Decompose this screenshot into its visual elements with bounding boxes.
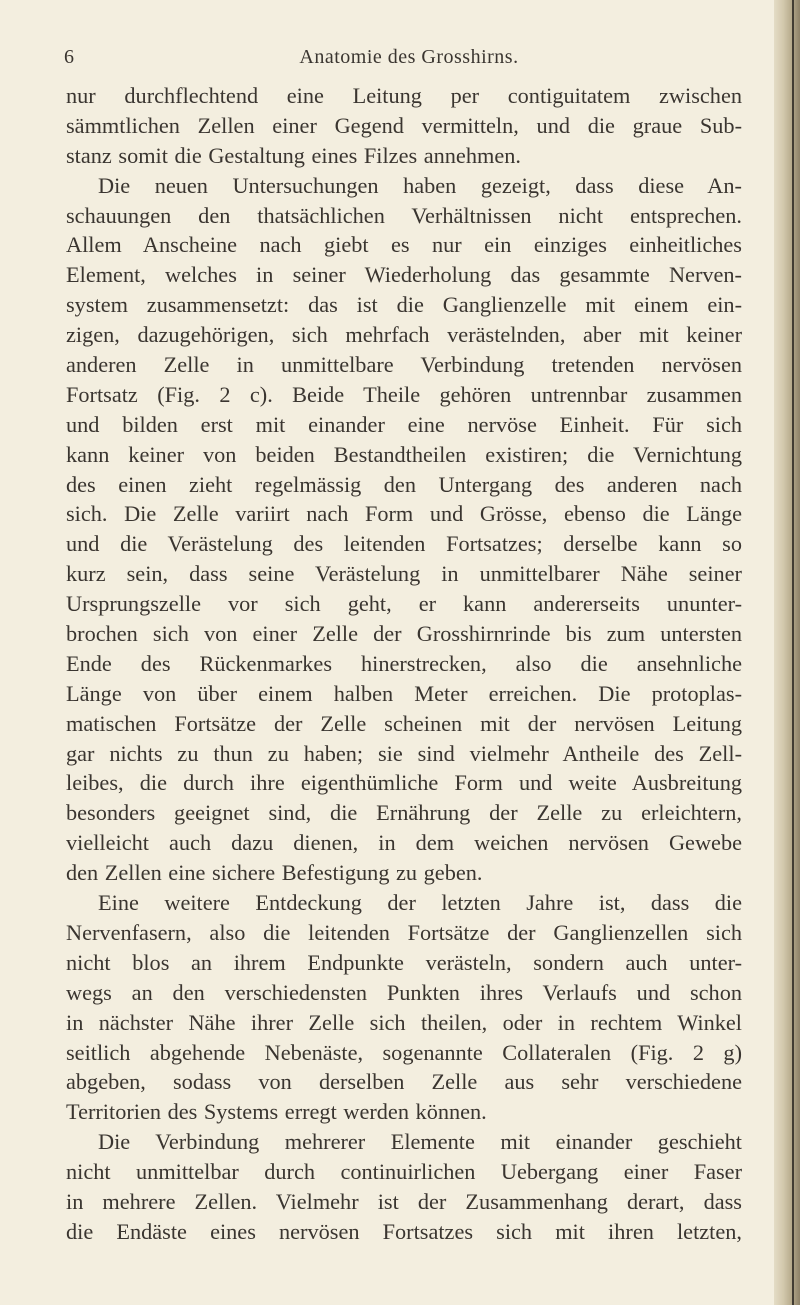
text-line: in mehrere Zellen. Vielmehr ist der Zusammenhang derart, dass — [66, 1188, 742, 1214]
text-line: kurz sein, dass seine Verästelung in unmittelbarer Nähe seiner — [66, 561, 742, 587]
text-line: wegs an den verschiedensten Punkten ihres Verlaufs und schon — [66, 979, 742, 1005]
text-line: schauungen den thatsächlichen Verhältnissen nicht entsprechen. — [66, 202, 742, 228]
text-line: system zusammensetzt: das ist die Ganglienzelle mit einem ein- — [66, 292, 742, 318]
text-line: zigen, dazugehörigen, sich mehrfach verästelnden, aber mit keiner — [66, 322, 742, 348]
body-text — [66, 81, 742, 1247]
text-line: kann keiner von beiden Bestandtheilen existiren; die Vernichtung — [66, 441, 742, 467]
text-line: Nervenfasern, also die leitenden Fortsätze der Ganglienzellen sich — [66, 919, 742, 945]
text-line: Die neuen Untersuchungen haben gezeigt, dass diese An- — [98, 172, 742, 198]
text-line: nicht blos an ihrem Endpunkte verästeln, sondern auch unter- — [66, 949, 742, 975]
text-line: seitlich abgehende Nebenäste, sogenannte Collateralen (Fig. 2 g) — [66, 1039, 742, 1065]
text-line: Länge von über einem halben Meter erreichen. Die protoplas- — [66, 680, 742, 706]
text-line: den Zellen eine sichere Befestigung zu geben. — [66, 860, 483, 886]
text-line: sämmtlichen Zellen einer Gegend vermitteln, und die graue Sub- — [66, 112, 742, 138]
text-line: anderen Zelle in unmittelbare Verbindung tretenden nervösen — [66, 352, 742, 378]
text-line: in nächster Nähe ihrer Zelle sich theilen, oder in rechtem Winkel — [66, 1009, 742, 1035]
text-line: stanz somit die Gestaltung eines Filzes annehmen. — [66, 142, 521, 168]
text-line: abgeben, sodass von derselben Zelle aus sehr verschiedene — [66, 1069, 742, 1095]
text-line: gar nichts zu thun zu haben; sie sind vielmehr Antheile des Zell- — [66, 740, 742, 766]
page-edge-line — [792, 0, 794, 1305]
text-line: Fortsatz (Fig. 2 c). Beide Theile gehören untrennbar zusammen — [66, 381, 742, 407]
text-line: Ursprungszelle vor sich geht, er kann andererseits ununter- — [66, 591, 742, 617]
text-line: matischen Fortsätze der Zelle scheinen mit der nervösen Leitung — [66, 710, 742, 736]
text-line: besonders geeignet sind, die Ernährung der Zelle zu erleichtern, — [66, 800, 742, 826]
text-line: vielleicht auch dazu dienen, in dem weichen nervösen Gewebe — [66, 830, 742, 856]
text-line: die Endäste eines nervösen Fortsatzes sich mit ihren letzten, — [66, 1218, 742, 1244]
text-line: Ende des Rückenmarkes hinerstrecken, also die ansehnliche — [66, 650, 742, 676]
text-line: Die Verbindung mehrerer Elemente mit einander geschieht — [98, 1129, 742, 1155]
text-line: brochen sich von einer Zelle der Grosshirnrinde bis zum untersten — [66, 621, 742, 647]
text-line: und bilden erst mit einander eine nervöse Einheit. Für sich — [66, 411, 742, 437]
text-line: sich. Die Zelle variirt nach Form und Grösse, ebenso die Länge — [66, 501, 742, 527]
text-line: nur durchflechtend eine Leitung per contiguitatem zwischen — [66, 83, 742, 108]
text-line: Allem Anscheine nach giebt es nur ein einziges einheitliches — [66, 232, 742, 258]
text-line: Element, welches in seiner Wiederholung das gesammte Nerven- — [66, 262, 742, 288]
running-title: Anatomie des Grosshirns. — [299, 46, 519, 68]
page-edge — [774, 0, 800, 1305]
text-line: Territorien des Systems erregt werden können. — [66, 1099, 487, 1125]
text-line: leibes, die durch ihre eigenthümliche Form und weite Ausbreitung — [66, 770, 742, 796]
text-line: Eine weitere Entdeckung der letzten Jahre ist, dass die — [98, 890, 742, 916]
text-line: und die Verästelung des leitenden Fortsatzes; derselbe kann so — [66, 531, 742, 557]
text-line: nicht unmittelbar durch continuirlichen Uebergang einer Faser — [66, 1159, 742, 1185]
text-line: des einen zieht regelmässig den Untergang des anderen nach — [66, 471, 742, 497]
page-number: 6 — [64, 46, 75, 68]
page-header — [64, 46, 754, 74]
